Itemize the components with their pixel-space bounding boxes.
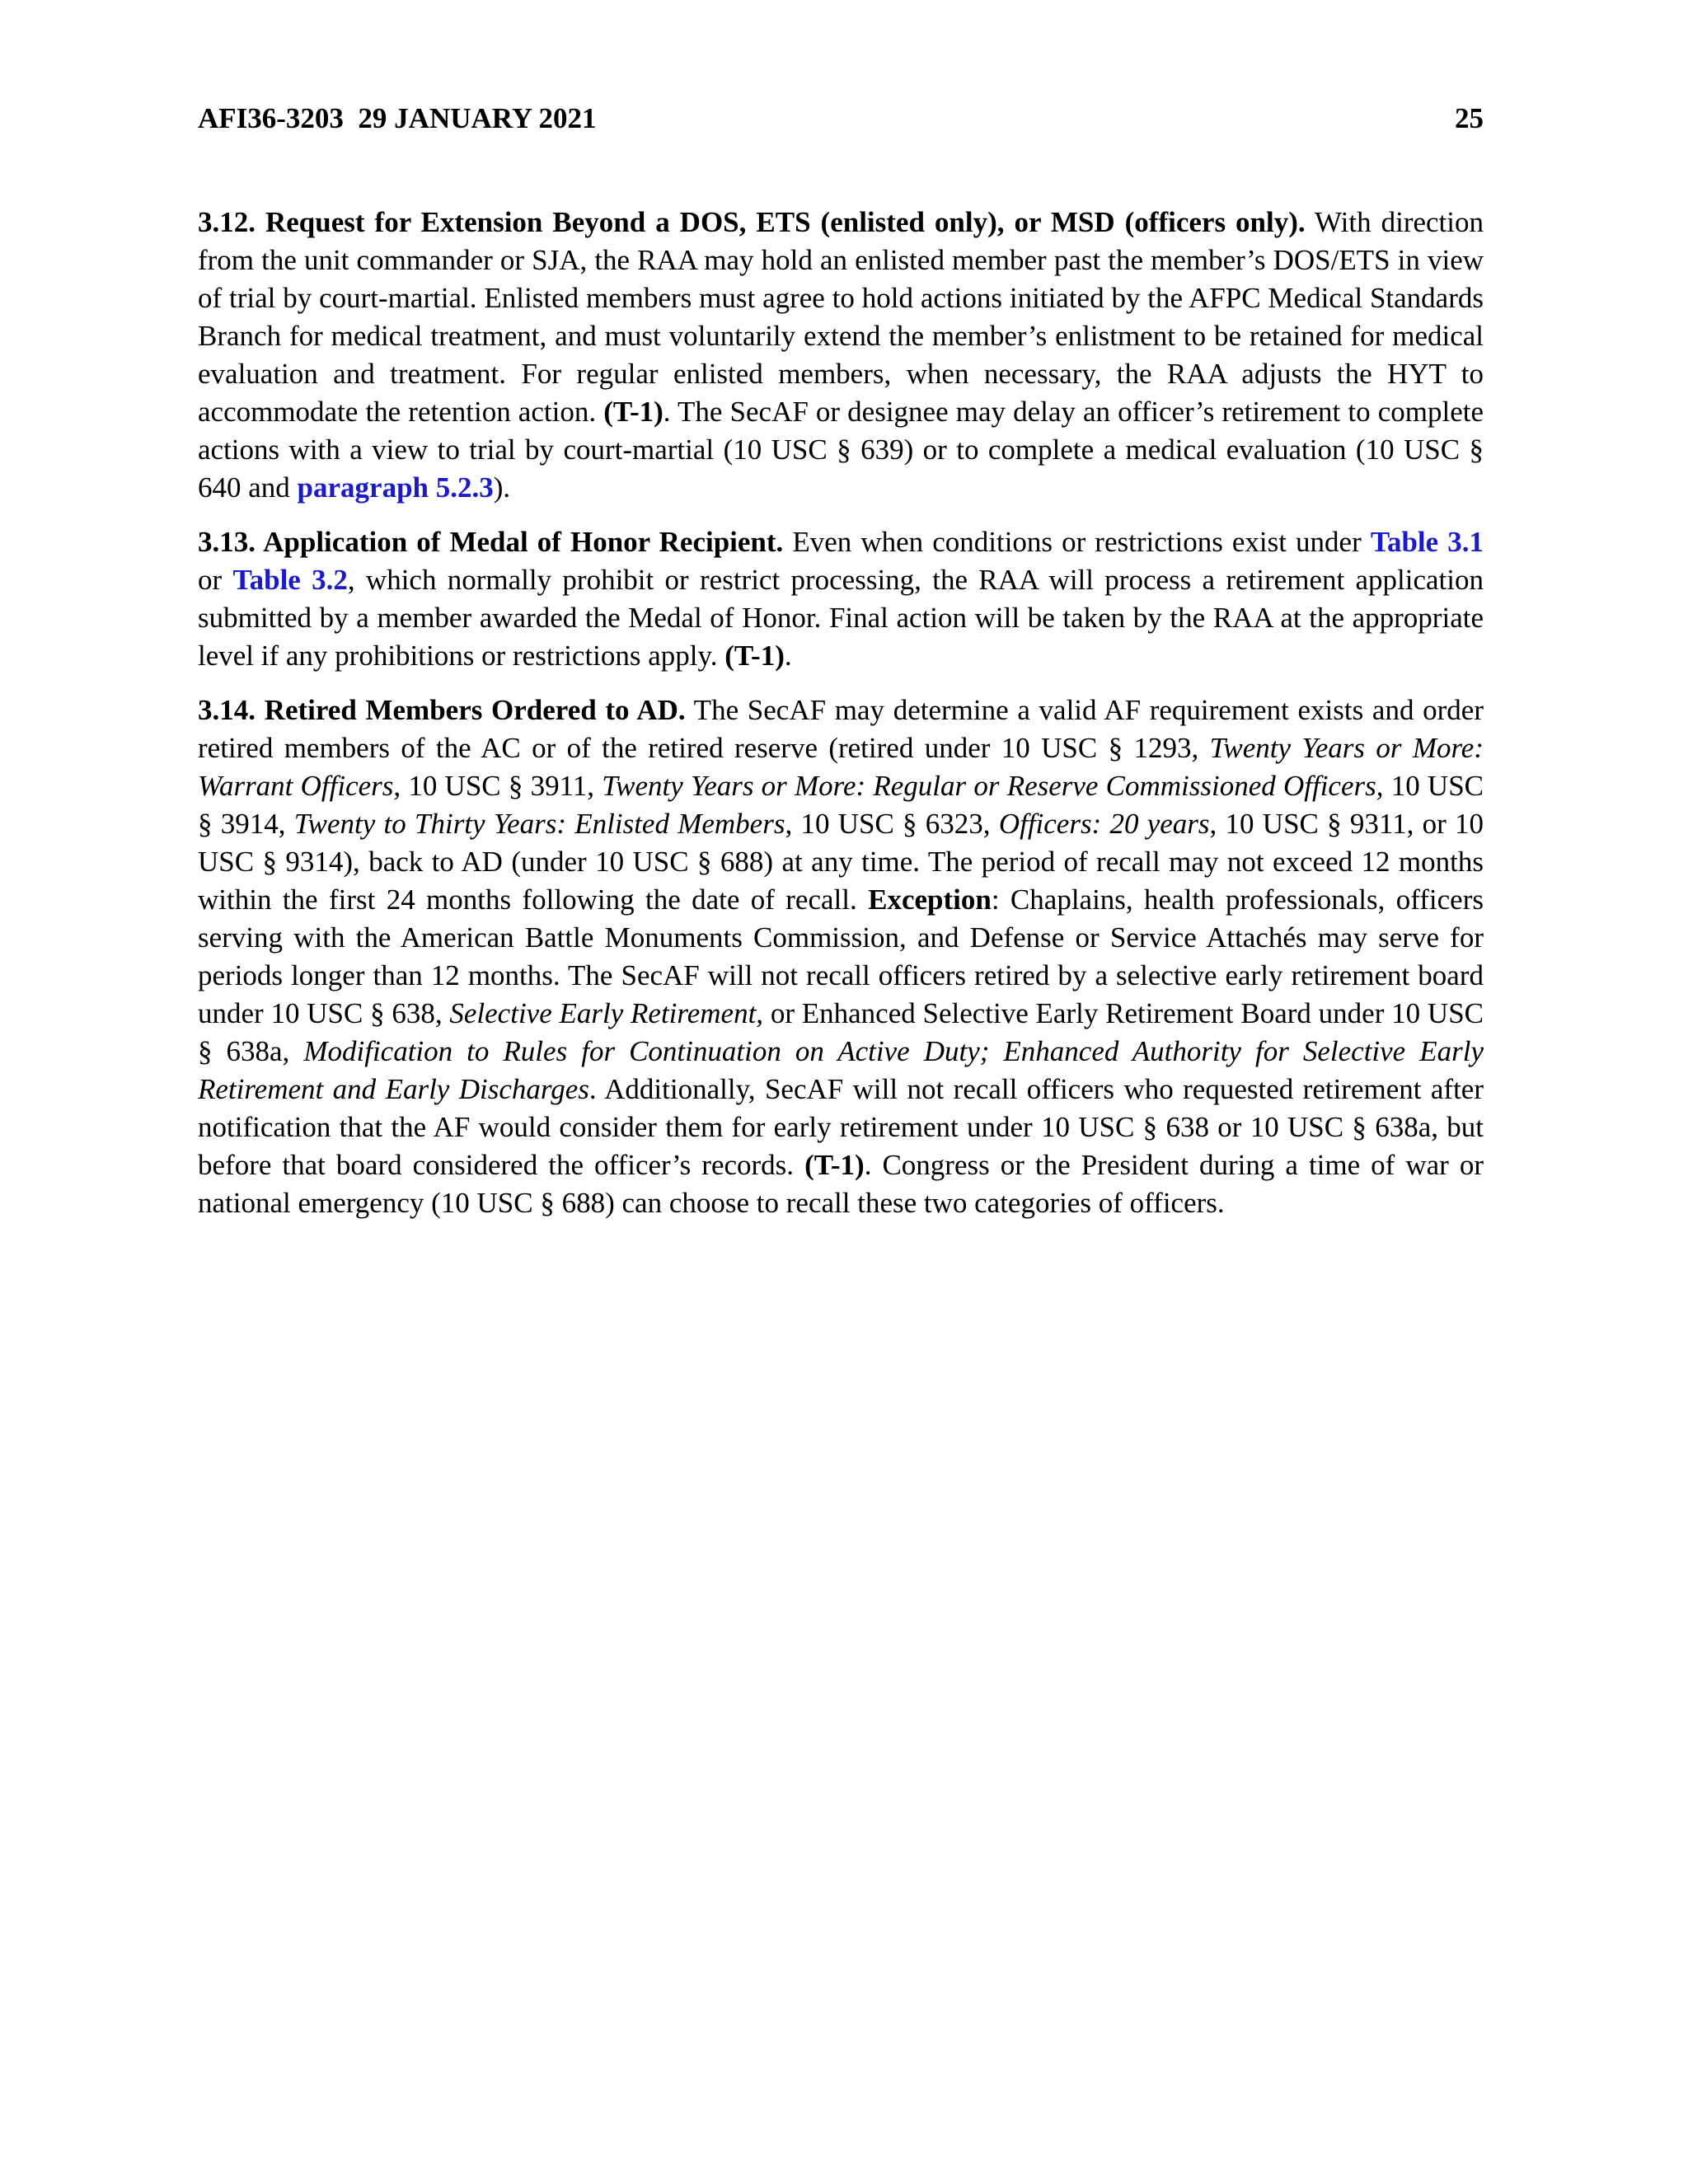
paragraph-text: , 10 USC § 9311, or 10 USC § 9314), back to AD (under 10 USC § 688) at any time. The period of recall may not exceed 12 months within the first 24 months following the date of recall. xyxy=(198,808,1484,916)
paragraph-heading: 3.14. Retired Members Ordered to AD. xyxy=(198,694,686,726)
statute-title: Twenty Years or More: Regular or Reserve Commissioned Officers xyxy=(602,770,1376,802)
statute-title: Modification to Rules for Continuation on Active Duty; Enhanced Authority for Selective Early Retirement and Early Discharges xyxy=(198,1035,1484,1105)
document-identifier: AFI36-3203 29 JANUARY 2021 xyxy=(198,102,597,134)
paragraph-5-2-3-link[interactable]: paragraph 5.2.3 xyxy=(297,471,494,504)
table-3-2-link[interactable]: Table 3.2 xyxy=(232,564,348,596)
paragraph-text: , 10 USC § 3914, xyxy=(198,770,1484,840)
statute-title: Officers: 20 years xyxy=(998,808,1210,840)
paragraph-text: or xyxy=(198,564,233,596)
paragraph-text: The SecAF may determine a valid AF requirement exists and order retired members of the AC or of the retired reserve (retired under 10 USC § 1293, xyxy=(198,694,1484,764)
paragraph-text: ). xyxy=(493,471,511,504)
statute-title: Twenty Years or More: Warrant Officers xyxy=(198,732,1484,802)
paragraph-text: Even when conditions or restrictions exist under xyxy=(783,526,1371,558)
paragraph-text: , 10 USC § 3911, xyxy=(393,770,603,802)
paragraph-heading: 3.12. Request for Extension Beyond a DOS, ETS (enlisted only), or MSD (officers only). xyxy=(198,206,1306,238)
exception-label: Exception xyxy=(868,883,992,916)
paragraph-text: . Congress or the President during a time of war or national emergency (10 USC § 688) can choose to recall these two categories of officers. xyxy=(198,1149,1484,1219)
paragraph-text: or Enhanced Selective Early Retirement Board under 10 USC § 638a, xyxy=(198,997,1484,1067)
paragraph-3-14 xyxy=(198,691,1484,1222)
page-header xyxy=(198,102,1484,135)
paragraph-text: With direction from the unit commander or SJA, the RAA may hold an enlisted member past the member’s DOS/ETS in view of trial by court-martial. Enlisted members must agree to hold actions initiated by the AFPC Medical Standards Branch for medical treatment, and must voluntarily extend the member’s enlistment to be retained for medical evaluation and treatment. For regular enlisted members, when necessary, the RAA adjusts the HYT to accommodate the retention action. xyxy=(198,206,1484,428)
tier-marker: (T-1) xyxy=(603,396,663,428)
paragraph-text: . The SecAF or designee may delay an officer’s retirement to complete actions with a view to trial by court-martial (10 USC § 639) or to complete a medical evaluation (10 USC § 640 and xyxy=(198,396,1484,504)
statute-title: Selective Early Retirement, xyxy=(449,997,764,1029)
paragraph-3-12 xyxy=(198,204,1484,507)
paragraph-3-13 xyxy=(198,523,1484,675)
page-number: 25 xyxy=(1455,102,1484,134)
document-body xyxy=(198,204,1484,1239)
paragraph-text: : Chaplains, health professionals, officers serving with the American Battle Monuments Commission, and Defense or Service Attachés may serve for periods longer than 12 months. The SecAF will not recall officers retired by a selective early retirement board under 10 USC § 638, xyxy=(198,883,1484,1029)
paragraph-text: , 10 USC § 6323, xyxy=(785,808,999,840)
table-3-1-link[interactable]: Table 3.1 xyxy=(1370,526,1484,558)
paragraph-text: . xyxy=(784,640,792,672)
paragraph-heading: 3.13. Application of Medal of Honor Recipient. xyxy=(198,526,784,558)
tier-marker: (T-1) xyxy=(724,640,785,672)
tier-marker: (T-1) xyxy=(804,1149,865,1181)
paragraph-text: . Additionally, SecAF will not recall officers who requested retirement after notification that the AF would consider them for early retirement under 10 USC § 638 or 10 USC § 638a, but before that board considered the officer’s records. xyxy=(198,1073,1484,1181)
statute-title: Twenty to Thirty Years: Enlisted Members xyxy=(293,808,785,840)
paragraph-text: , which normally prohibit or restrict processing, the RAA will process a retirement application submitted by a member awarded the Medal of Honor. Final action will be taken by the RAA at the appropriate level if any prohibitions or restrictions apply. xyxy=(198,564,1484,672)
